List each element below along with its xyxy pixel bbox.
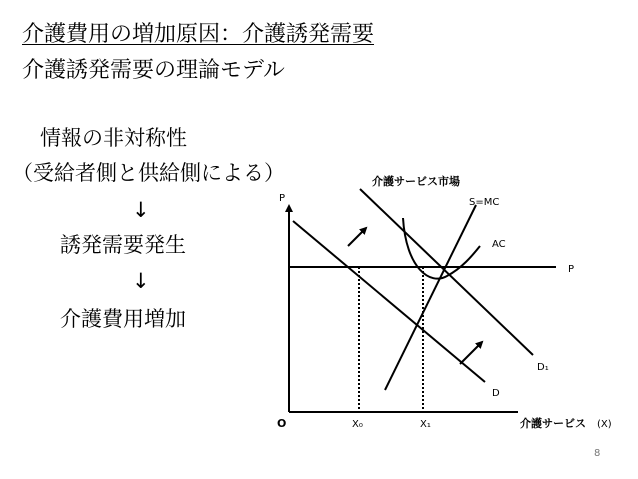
x0-label: X₀ <box>352 419 363 430</box>
x-axis-unit: (X) <box>597 419 612 430</box>
cause-line-1: 情報の非対称性 <box>40 126 187 150</box>
page-number: 8 <box>594 448 601 459</box>
flow-arrow-2: ↓ <box>132 269 150 293</box>
ac-curve-label: AC <box>492 239 506 250</box>
demand-curve-d1 <box>360 189 533 355</box>
cost-increase-label: 介護費用増加 <box>60 307 186 331</box>
market-title: 介護サービス市場 <box>372 175 460 188</box>
demand-shift-arrow-upper <box>348 228 366 246</box>
origin-label: O <box>277 417 287 430</box>
x-axis-label: 介護サービス <box>520 417 586 430</box>
ac-curve <box>403 218 480 279</box>
slide-subtitle: 介護誘発需要の理論モデル <box>22 58 285 83</box>
cause-line-2: （受給者側と供給側による） <box>12 161 285 185</box>
demand-curve-d-label: D <box>492 388 500 399</box>
induced-demand-label: 誘発需要発生 <box>60 233 186 257</box>
x1-label: X₁ <box>420 419 431 430</box>
slide-title: 介護費用の増加原因：介護誘発需要 <box>22 22 375 47</box>
demand-curve-d1-label: D₁ <box>537 362 549 373</box>
demand-shift-arrow-lower <box>460 342 482 364</box>
supply-curve-label: S=MC <box>469 197 500 208</box>
flow-arrow-1: ↓ <box>132 198 150 222</box>
y-axis-label: P <box>279 193 286 204</box>
price-line-label: P <box>568 264 575 275</box>
